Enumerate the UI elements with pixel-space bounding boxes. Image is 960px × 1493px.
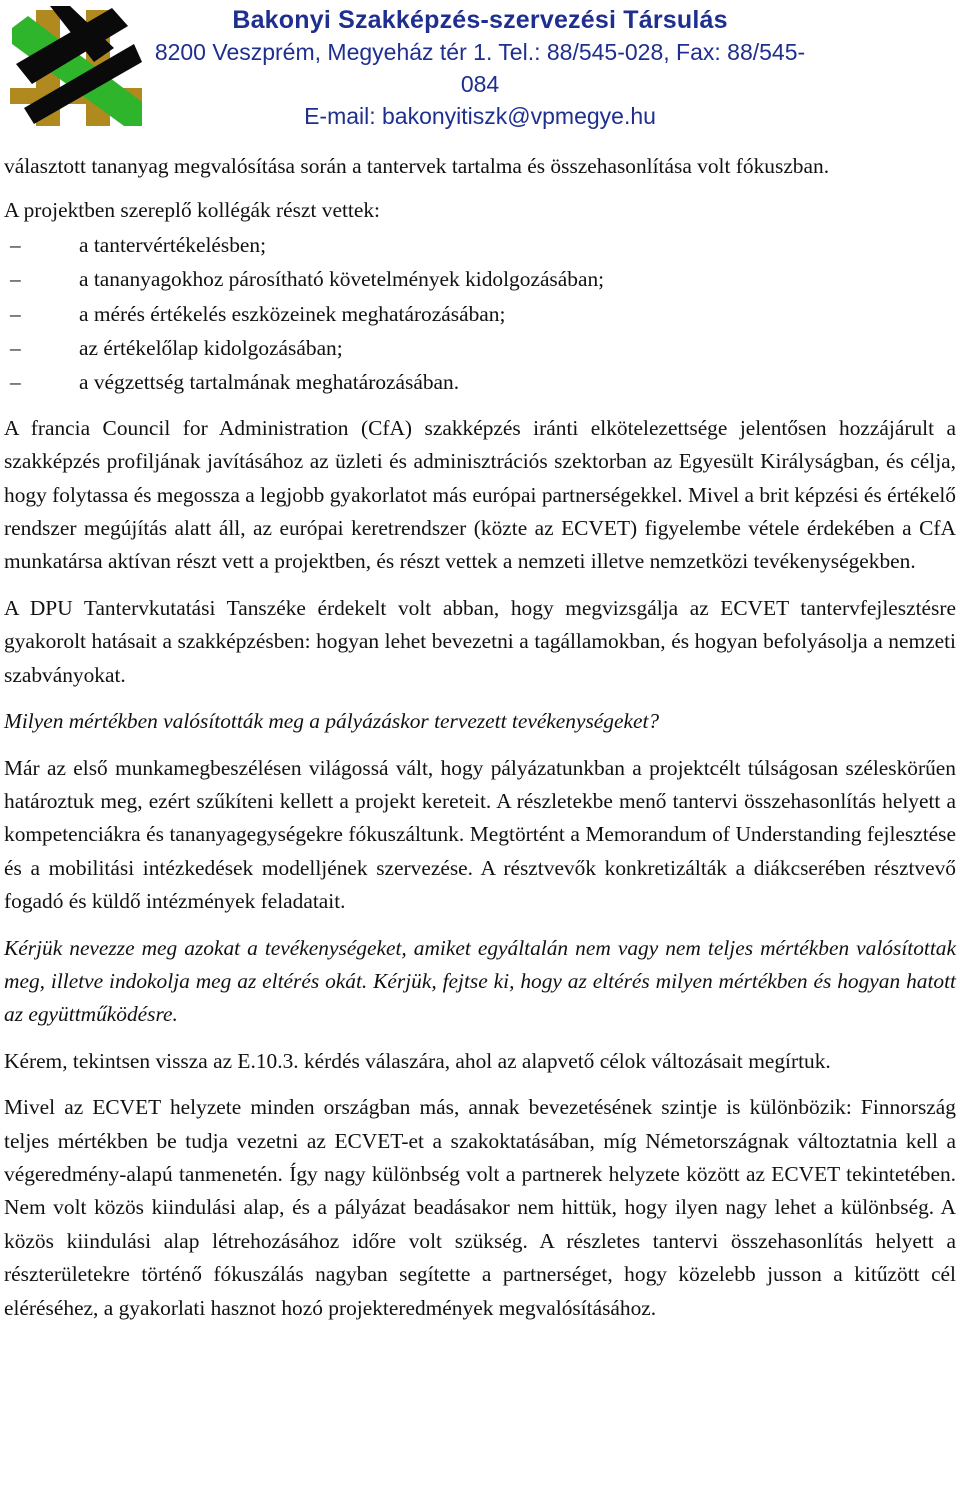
- organization-name: Bakonyi Szakképzés-szervezési Társulás: [232, 6, 728, 34]
- dash-bullet: –: [10, 232, 21, 257]
- list-item: – a tantervértékelésben;: [4, 228, 956, 262]
- list-item: – az értékelőlap kidolgozásában;: [4, 331, 956, 365]
- intro-paragraph: választott tananyag megvalósítása során a tantervek tartalma és összehasonlítása volt fókuszban.: [4, 154, 830, 178]
- answer-paragraph-1: Már az első munkamegbeszélésen világossá vált, hogy pályázatunkban a projektcélt túlságosan széleskörűen határoztuk meg, ezért szűkíteni kellett a projekt kereteit. A részletekbe menő tantervi összehasonlítás helyett a kompetenciákra és tananyagegységekre fókuszáltunk. Megtörtént a Memorandum of Understanding fejlesztése és a mobilitási intézkedések modelljének szervezése. A résztvevők konkretizálták a diákcserében résztvevő fogadó és küldő intézmények feladatait.: [4, 755, 956, 914]
- organization-logo-icon: [10, 4, 142, 126]
- dash-bullet: –: [10, 267, 21, 292]
- question-unrealized-activities: Kérjük nevezze meg azokat a tevékenységeket, amiket egyáltalán nem vagy nem teljes mértékben valósítottak meg, illetve indokolja meg az eltérés okát. Kérjük, fejtse ki, hogy az eltérés milyen mértékben és hogyan hatott az együttműködésre.: [4, 935, 956, 1027]
- letterhead: [0, 0, 960, 130]
- dash-bullet: –: [10, 336, 21, 361]
- answer-paragraph-3: Mivel az ECVET helyzete minden országban más, annak bevezetésének szintje is különbözik: Finnország teljes mértékben be tudja vezetni az ECVET-et a szakoktatásában, míg Németországnak változtatnia kell a végeredmény-alapú tanmenetén. Így nagy különbség volt a partnerek helyzete között az ECVET tekintetében. Nem volt közös kiindulási alap, és a pályázat beadásakor nem hittük, hogy ilyen nagy lehet a különbség. A közös kiindulási alap létrehozásához időre volt szükség. A részletes tantervi összehasonlítás helyett a részterületekre történő fókuszálás nagyban segítette a partnerséget, hogy közelebb jusson a kitűzött cél eléréséhez, a gyakorlati hasznot hozó projekteredmények megvalósításához.: [4, 1095, 956, 1320]
- dpu-paragraph: A DPU Tantervkutatási Tanszéke érdekelt volt abban, hogy megvizsgálja az ECVET tantervfejlesztésre gyakorolt hatásait a szakképzésben: hogyan lehet bevezetni a tagállamokban, és hogyan befolyásolja a nemzeti szabványokat.: [4, 595, 956, 687]
- document-body: [4, 150, 956, 1338]
- participation-list: [4, 228, 956, 400]
- organization-address: 8200 Veszprém, Megyeház tér 1. Tel.: 88/545-028, Fax: 88/545-084: [154, 39, 806, 97]
- list-item: – a végzettség tartalmának meghatározásában.: [4, 365, 956, 399]
- dash-bullet: –: [10, 301, 21, 326]
- organization-email: E-mail: bakonyitiszk@vpmegye.hu: [304, 103, 656, 129]
- dash-bullet: –: [10, 370, 21, 395]
- list-item: – a mérés értékelés eszközeinek meghatározásában;: [4, 297, 956, 331]
- cfa-paragraph: A francia Council for Administration (CfA) szakképzés iránti elkötelezettsége jelentősen hozzájárult a szakképzés profiljának javításához az üzleti és adminisztrációs szektorban az Egyesült Királyságban, és célja, hogy folytassa és megossza a legjobb gyakorlatot más európai partnerségekkel. Mivel a brit képzési és értékelő rendszer megújítás alatt áll, az európai keretrendszer (közte az ECVET) figyelembe vétele érdekében a CfA munkatársa aktívan részt vett a projektben, és részt vettek a nemzeti illetve nemzetközi tevékenységekben.: [4, 415, 956, 574]
- list-intro-paragraph: A projektben szereplő kollégák részt vettek:: [4, 198, 380, 223]
- answer-paragraph-2: Kérem, tekintsen vissza az E.10.3. kérdés válaszára, ahol az alapvető célok változásait megírtuk.: [4, 1048, 831, 1073]
- list-item: – a tananyagokhoz párosítható követelmények kidolgozásában;: [4, 262, 956, 296]
- question-planned-activities: Milyen mértékben valósították meg a pályázáskor tervezett tevékenységeket?: [4, 709, 660, 734]
